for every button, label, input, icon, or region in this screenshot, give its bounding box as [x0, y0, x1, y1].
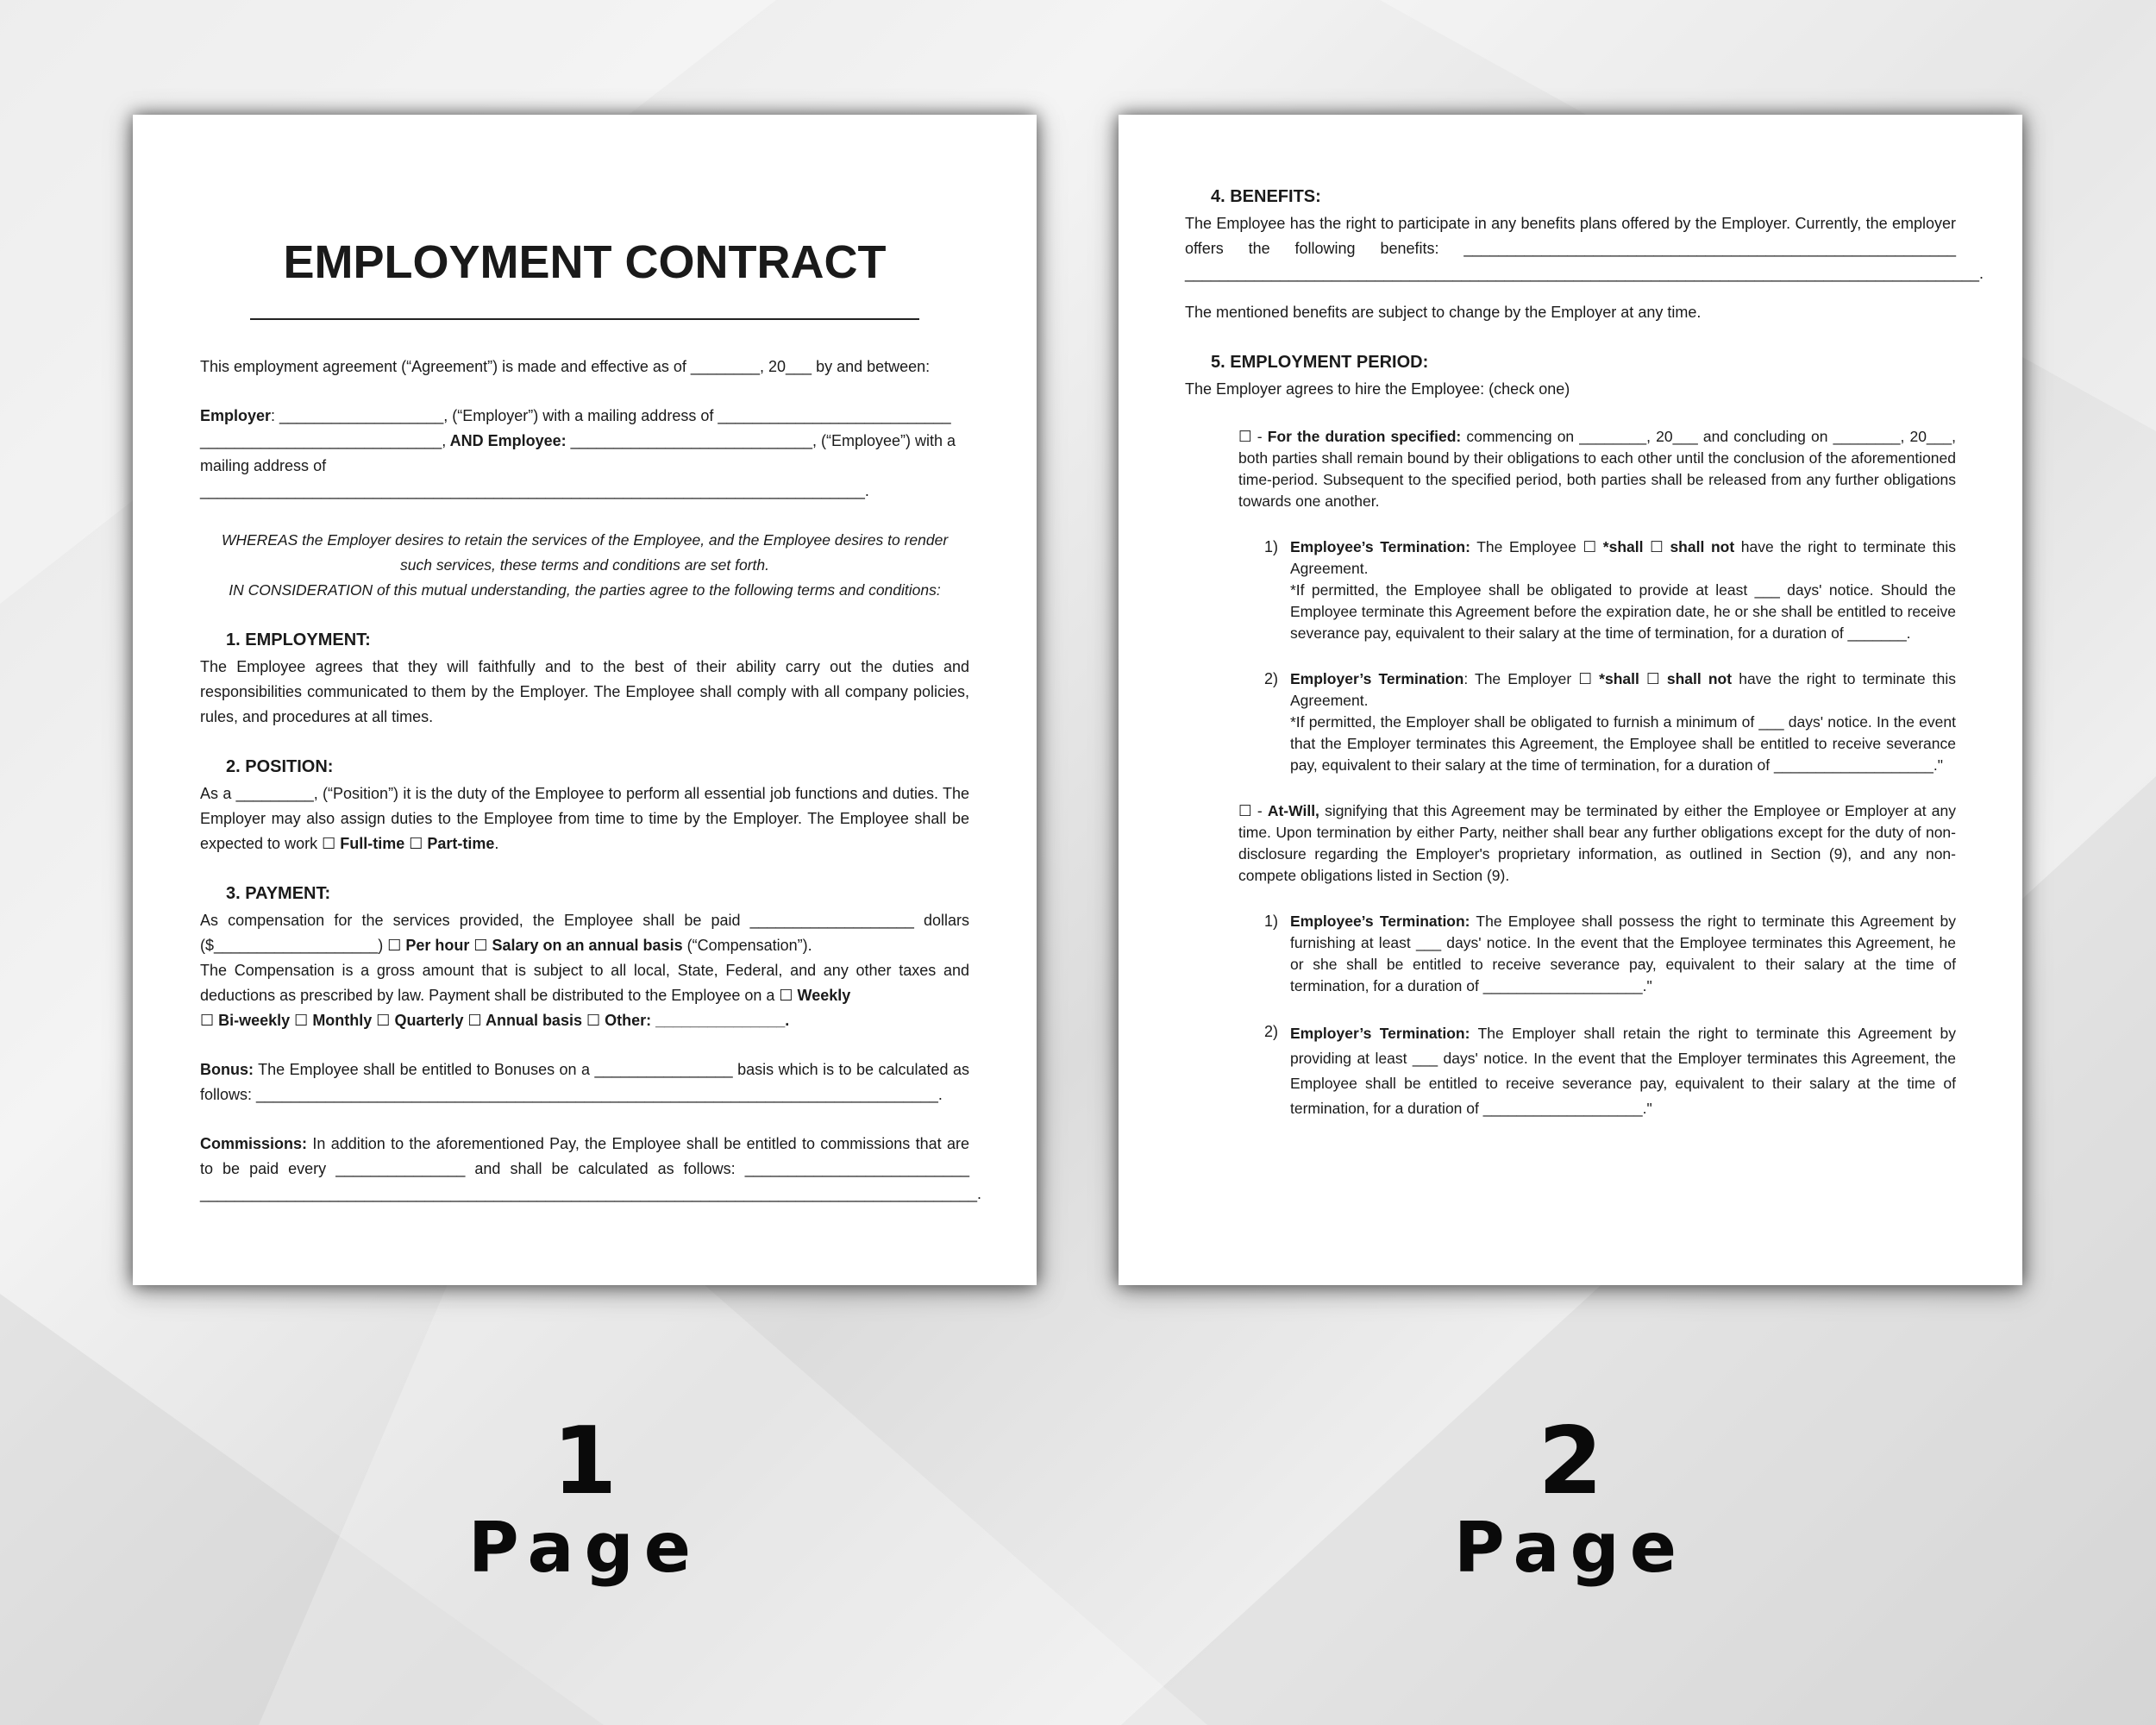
- page-2-word: Page: [1454, 1508, 1687, 1588]
- parties-line-2: [200, 429, 969, 454]
- shall-not-option: shall not: [1666, 670, 1733, 687]
- shall-not-option: shall not: [1670, 538, 1735, 555]
- a1-text: The Employee shall possess the right to terminate this Agreement by furnishing at least ___ days' notice. In the event that the Employee terminates this Agreement, he or she shall be entitled to receive severance pay, equivalent to their salary at the time of termination, for a duration of ___________________.": [1290, 913, 1956, 994]
- page-2-label: [1312, 1408, 1829, 1588]
- section-3-body-1-end: (“Compensation”).: [682, 937, 812, 954]
- section-5-heading: 5. EMPLOYMENT PERIOD:: [1211, 353, 1429, 372]
- commissions-text: In addition to the aforementioned Pay, the Employee shall be entitled to commissions that are to be paid every _______________ and shall be calculated as follows: __________________________ __________________________________________________________________________________________.: [200, 1135, 981, 1202]
- section-3-text-2: [200, 958, 969, 1008]
- employer-text: : ___________________, (“Employer”) with a mailing address of ___________________________: [271, 407, 951, 424]
- section-4-note: The mentioned benefits are subject to change by the Employer at any time.: [1185, 304, 1702, 321]
- page-1-number: 1: [552, 1408, 617, 1515]
- page-1-word: Page: [468, 1508, 701, 1588]
- whereas-clause: WHEREAS the Employer desires to retain the services of the Employee, and the Employee desires to render such services, these terms and conditions are set forth.: [221, 531, 949, 574]
- section-2-text: [200, 781, 969, 856]
- section-4-heading: 4. BENEFITS:: [1211, 187, 1321, 206]
- section-2-body: As a _________, (“Position”) it is the duty of the Employee to perform all essential job functions and duties. The Employer may also assign duties to the Employee from time to time by the Employer. The Employee shall be expected to work ☐: [200, 785, 969, 852]
- employee-termination-label: Employee’s Termination:: [1290, 538, 1470, 555]
- duration-employer-termination-text: [1290, 668, 1956, 712]
- document-title: EMPLOYMENT CONTRACT: [283, 236, 887, 288]
- section-1-text: The Employee agrees that they will faithfully and to the best of their ability carry out the duties and responsibilities communicated to them by the Employer. The Employee shall comply with all company policies, rules, and procedures at all times.: [200, 658, 969, 725]
- section-1-heading: 1. EMPLOYMENT:: [226, 630, 371, 649]
- employer-label: Employer: [200, 407, 272, 424]
- payment-frequency-text: ☐ Bi-weekly ☐ Monthly ☐ Quarterly ☐ Annual basis ☐ Other: _______________.: [200, 1012, 790, 1029]
- bonus-paragraph: [200, 1057, 969, 1107]
- employer-termination-label: Employer’s Termination: [1290, 670, 1464, 687]
- d1-text-a: The Employee ☐: [1470, 538, 1603, 555]
- d2-text-c: have the right to terminate this Agreement.: [1290, 670, 1956, 709]
- at-will-label: At-Will,: [1267, 802, 1319, 819]
- section-2-heading: 2. POSITION:: [226, 757, 334, 776]
- at-will-checkbox: ☐ -: [1238, 802, 1268, 819]
- d2-text-a: : The Employer ☐: [1463, 670, 1600, 687]
- parttime-checkbox: ☐: [404, 835, 423, 852]
- commissions-label: Commissions:: [200, 1135, 308, 1152]
- shall-option: *shall: [1602, 538, 1644, 555]
- duration-paragraph: [1238, 426, 1956, 512]
- duration-employee-termination: [1264, 536, 1957, 644]
- consideration-clause: IN CONSIDERATION of this mutual understanding, the parties agree to the following terms and conditions:: [229, 581, 941, 599]
- commissions-paragraph: [200, 1132, 981, 1207]
- d1-text-c: have the right to terminate this Agreement.: [1290, 538, 1957, 577]
- parties-line-2-start: ____________________________,: [200, 432, 447, 449]
- salary-checkbox: ☐: [469, 937, 488, 954]
- page-1-label: [326, 1408, 843, 1588]
- title-underline: [250, 318, 919, 320]
- salary-option: Salary on an annual basis: [487, 937, 683, 954]
- section-4-text: The Employee has the right to participate in any benefits plans offered by the Employer. Currently, the employer offers the following benefits: _________________________________________________________ ____________________________________________________________________________________________.: [1185, 215, 1984, 282]
- duration-employee-termination-text: [1290, 536, 1956, 580]
- list-number: 1): [1264, 538, 1279, 555]
- at-will-employee-termination: [1264, 911, 1956, 997]
- a2-text: The Employer shall retain the right to terminate this Agreement by providing at least ___ days' notice. In the event that the Employer terminates this Agreement, the Employee shall be entitled to receive severance pay, equivalent to their salary at the time of termination, for a duration of ___________________.": [1290, 1025, 1956, 1117]
- list-number: 2): [1264, 670, 1279, 687]
- section-3-body-1: As compensation for the services provided, the Employee shall be paid ___________________ dollars ($___________________) ☐: [200, 912, 969, 954]
- parties-line-2-end: ____________________________, (“Employee”) with a: [566, 432, 956, 449]
- intro-paragraph: This employment agreement (“Agreement”) is made and effective as of ________, 20___ by and between:: [200, 358, 931, 375]
- duration-text: commencing on ________, 20___ and concluding on ________, 20___, both parties shall remain bound by their obligations to each other until the conclusion of the aforementioned time-period. Subsequent to the specified period, both parties shall be released from any further obligations towards one another.: [1238, 428, 1956, 510]
- at-will-paragraph: [1238, 800, 1956, 887]
- weekly-option: Weekly: [793, 987, 851, 1004]
- fulltime-option: Full-time: [335, 835, 405, 852]
- parttime-option: Part-time: [423, 835, 495, 852]
- section-2-end: .: [494, 835, 499, 852]
- at-will-text: signifying that this Agreement may be terminated by either the Employee or Employer at any time. Upon termination by either Party, neither shall bear any further obligations except for the duty of non-disclosure regarding the Employer's proprietary information, as outlined in Section (9), and any non-compete obligations listed in Section (9).: [1238, 802, 1956, 884]
- at-will-employer-termination-text: [1290, 1021, 1956, 1121]
- list-number: 1): [1264, 913, 1279, 930]
- parties-line-3: mailing address of _____________________________________________________________________________.: [200, 457, 869, 499]
- duration-option: [1238, 426, 1956, 512]
- employee-termination-label: Employee’s Termination:: [1290, 913, 1470, 930]
- d2-text-b: ☐: [1639, 670, 1667, 687]
- employer-termination-label: Employer’s Termination:: [1290, 1025, 1470, 1042]
- document-page-1: [133, 115, 1037, 1285]
- shall-option: *shall: [1599, 670, 1639, 687]
- duration-label: For the duration specified:: [1267, 428, 1462, 445]
- section-3-heading: 3. PAYMENT:: [226, 884, 331, 903]
- parties-line-1: [200, 404, 969, 429]
- at-will-employee-termination-text: [1290, 911, 1956, 997]
- list-number: 2): [1264, 1023, 1279, 1040]
- document-page-2: [1119, 115, 2022, 1285]
- section-3-text-1: [200, 908, 969, 958]
- bonus-label: Bonus:: [200, 1061, 254, 1078]
- page-2-number: 2: [1538, 1408, 1603, 1515]
- bonus-text: The Employee shall be entitled to Bonuses on a ________________ basis which is to be calculated as follows: _______________________________________________________________________________.: [200, 1061, 969, 1103]
- at-will-employer-termination: [1264, 1021, 1956, 1121]
- duration-employer-termination-note: *If permitted, the Employer shall be obligated to furnish a minimum of ___ days' notice. In the event that the Employer terminates this Agreement, the Employee shall be entitled to receive severance pay, equivalent to their salary at the time of termination, for a duration of ___________________.": [1290, 713, 1956, 774]
- section-3-body-2: The Compensation is a gross amount that is subject to all local, State, Federal, and any other taxes and deductions as prescribed by law. Payment shall be distributed to the Employee on a ☐: [200, 962, 969, 1004]
- per-hour-option: Per hour: [401, 937, 470, 954]
- and-employee-label: AND Employee:: [446, 432, 567, 449]
- d1-text-b: ☐: [1643, 538, 1670, 555]
- duration-checkbox: ☐ -: [1238, 428, 1268, 445]
- duration-employer-termination: [1264, 668, 1956, 776]
- duration-employee-termination-note: *If permitted, the Employee shall be obligated to provide at least ___ days' notice. Should the Employee terminate this Agreement before the expiration date, he or she shall be entitled to receive severance pay, equivalent to their salary at the time of termination, for a duration of _______.: [1290, 581, 1956, 642]
- section-5-intro: The Employer agrees to hire the Employee: (check one): [1185, 380, 1570, 398]
- payment-frequency-options: [200, 1008, 969, 1033]
